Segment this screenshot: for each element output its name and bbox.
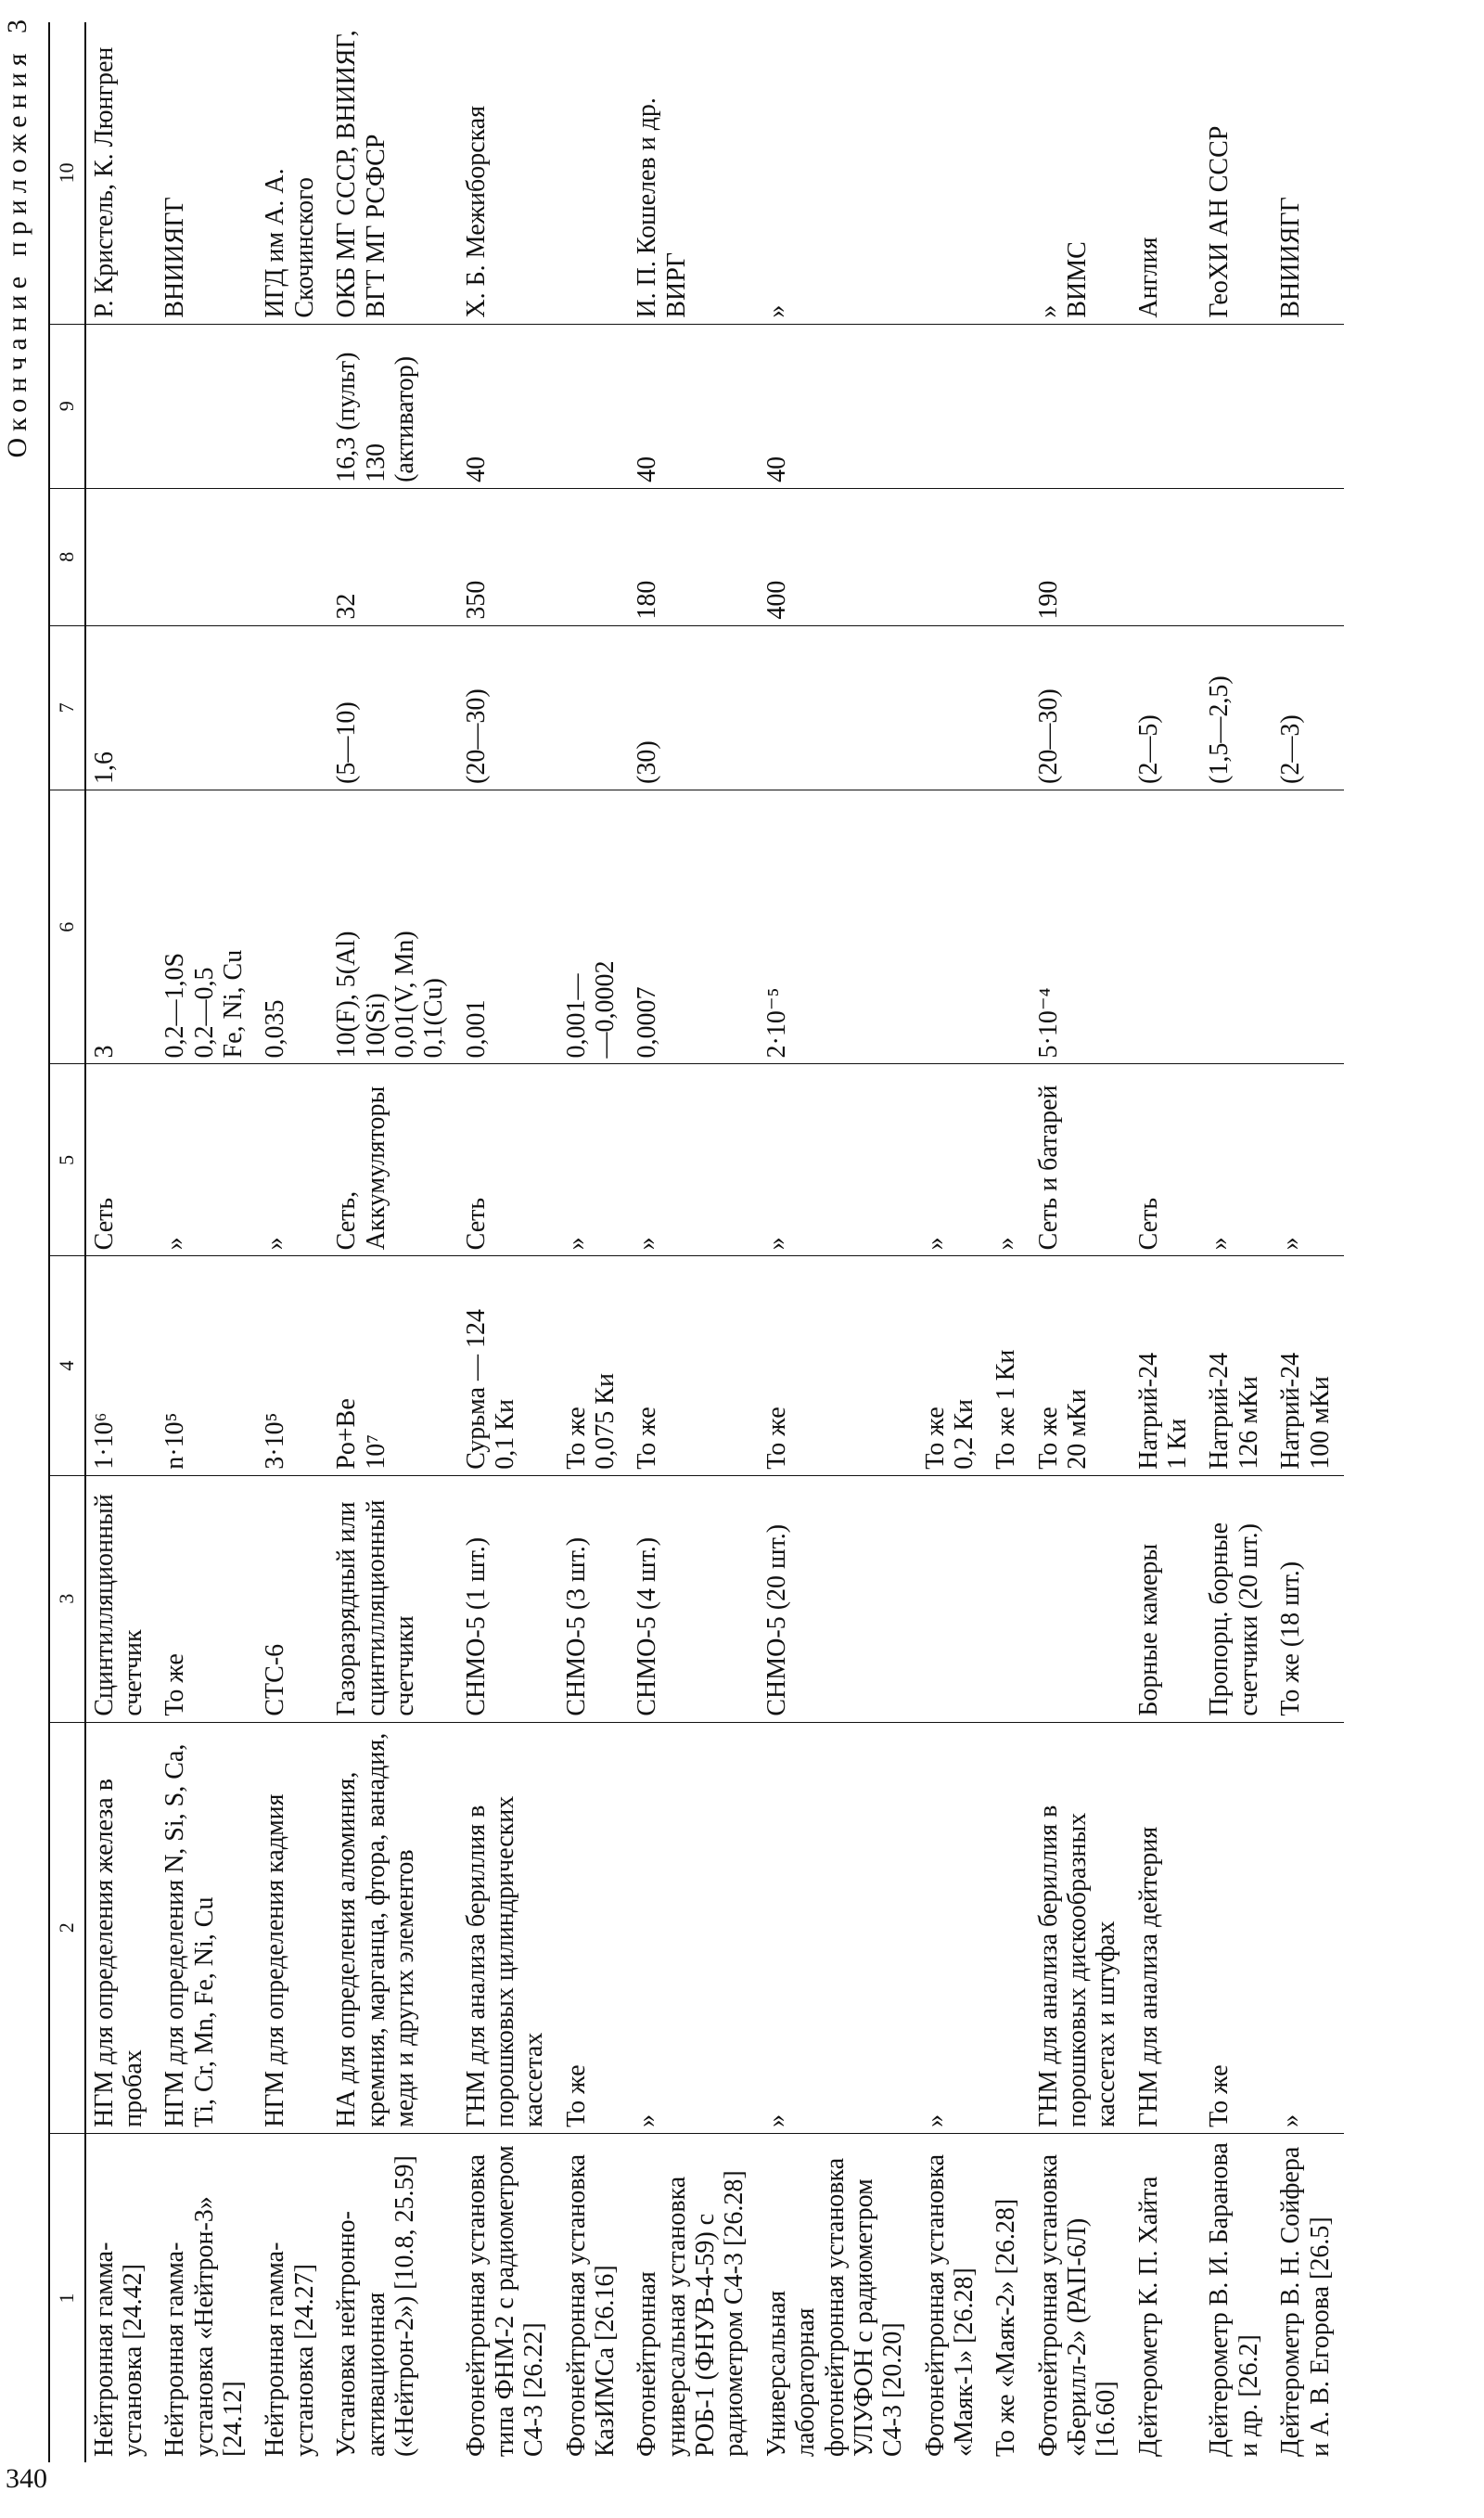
table-cell: 40 xyxy=(458,324,558,488)
table-cell xyxy=(1201,488,1273,625)
table-cell: (1,5—2,5) xyxy=(1201,625,1273,790)
table-cell: Натрий-24 100 мКи xyxy=(1273,1256,1344,1475)
table-cell xyxy=(988,324,1030,488)
table-cell: Сурьма — 124 0,1 Ки xyxy=(458,1256,558,1475)
table-cell: 32 xyxy=(328,488,457,625)
table-cell xyxy=(1030,1475,1131,1722)
table-row xyxy=(458,22,558,2462)
table-cell xyxy=(257,625,328,790)
table-cell: ГНМ для анализа бериллия в порошковых дискообразных кассетах и штуфах xyxy=(1030,1722,1131,2133)
table-cell: НА для определения алюминия, кремния, марганца, фтора, ванадия, меди и других элементов xyxy=(328,1722,457,2133)
table-cell xyxy=(917,324,989,488)
table-cell xyxy=(917,790,989,1064)
table-cell: (20—30) xyxy=(458,625,558,790)
table-row xyxy=(1131,22,1202,2462)
table-cell: Фотонейтронная универсальная установка РОБ-1 (ФНУВ-4-59) с радиометром С4-3 [26.28] xyxy=(633,2170,749,2457)
table-cell xyxy=(157,488,257,625)
table-cell: (5—10) xyxy=(328,625,457,790)
table-cell: 0,001— —0,0002 xyxy=(558,790,630,1064)
table-cell: То же xyxy=(558,1722,630,2133)
table-cell: 40 xyxy=(759,324,917,488)
table-cell xyxy=(759,625,917,790)
table-cell: СНМО-5 (20 шт.) xyxy=(759,1475,917,1722)
table-cell: То же xyxy=(759,1256,917,1475)
table-row xyxy=(1030,22,1131,2462)
table-cell xyxy=(917,625,989,790)
table-cell: 0,0007 xyxy=(629,790,758,1064)
table-cell: ОКБ МГ СССР, ВНИИЯГ, ВГТ МГ РСФСР xyxy=(328,22,457,324)
table-cell: Нейтронная гамма-установка «Нейтрон-3» [24.12] xyxy=(160,2196,249,2457)
table-cell: » xyxy=(759,22,917,324)
column-header: 1 xyxy=(49,2133,85,2462)
table-row xyxy=(157,22,257,2462)
table-cell: Англия xyxy=(1131,22,1202,324)
table-cell: Борные камеры xyxy=(1131,1475,1202,1722)
table-cell: Нейтронная гамма-установка [24.27] xyxy=(261,2242,319,2457)
table-cell xyxy=(157,324,257,488)
table-cell: ГНМ для анализа дейтерия xyxy=(1131,1722,1202,2133)
table-cell: НГМ для определения N, Si, S, Ca, Ti, Cr, Mn, Fe, Ni, Cu xyxy=(157,1722,257,2133)
table-row xyxy=(917,22,989,2462)
table-cell: » ВИМС xyxy=(1030,22,1131,324)
table-cell: Фотонейтронная установка КазИМСа [26.16] xyxy=(561,2153,620,2457)
table-row xyxy=(558,22,630,2462)
table-cell: То же xyxy=(1201,1722,1273,2133)
table-cell: 0,035 xyxy=(257,790,328,1064)
table-cell xyxy=(85,488,158,625)
table-cell: 10(F), 5(Al) 10(Si) 0,01(V, Mn) 0,1(Cu) xyxy=(328,790,457,1064)
table-cell xyxy=(1273,324,1344,488)
table-cell: Дейтерометр В. И. Баранова и др. [26.2] xyxy=(1205,2142,1263,2457)
table-cell xyxy=(988,22,1030,324)
table-cell: Сеть xyxy=(85,1064,158,1256)
table-cell: СНМО-5 (3 шт.) xyxy=(558,1475,630,1722)
table-cell: » xyxy=(1273,1722,1344,2133)
table-cell: ВНИИЯГГ xyxy=(1273,22,1344,324)
table-cell xyxy=(558,488,630,625)
table-cell xyxy=(1273,790,1344,1064)
table-cell: СНМО-5 (4 шт.) xyxy=(629,1475,758,1722)
table-cell: 2·10⁻⁵ xyxy=(759,790,917,1064)
table-cell: Фотонейтронная установка типа ФНМ-2 с радиометром С4-3 [26.22] xyxy=(461,2145,549,2457)
table-cell: То же 20 мКи xyxy=(1030,1256,1131,1475)
column-header: 9 xyxy=(49,324,85,488)
column-header: 3 xyxy=(49,1475,85,1722)
table-row xyxy=(1201,22,1273,2462)
table-cell: Дейтерометр В. Н. Сойфера и А. В. Егорова [26.5] xyxy=(1276,2146,1335,2457)
table-cell: » xyxy=(917,1064,989,1256)
table-row xyxy=(85,22,158,2462)
table-row xyxy=(257,22,328,2462)
table-cell xyxy=(1131,488,1202,625)
column-header: 5 xyxy=(49,1064,85,1256)
table-cell: 0,001 xyxy=(458,790,558,1064)
table-cell: Сеть и батарей xyxy=(1030,1064,1131,1256)
table-cell: (2—3) xyxy=(1273,625,1344,790)
table-cell: Сеть xyxy=(1131,1064,1202,1256)
table-cell: Нейтронная гамма-установка [24.42] xyxy=(89,2242,147,2457)
table-cell: 3·10⁵ xyxy=(257,1256,328,1475)
table-cell xyxy=(1131,790,1202,1064)
table-cell: ГНМ для анализа бериллия в порошковых цилиндрических кассетах xyxy=(458,1722,558,2133)
table-cell: » xyxy=(759,1722,917,2133)
table-cell: НГМ для определения железа в пробах xyxy=(85,1722,158,2133)
table-cell xyxy=(1131,324,1202,488)
table-cell: Po+Be 10⁷ xyxy=(328,1256,457,1475)
table-cell: Установка нейтронно-активационная («Нейтрон-2») [10.8, 25.59] xyxy=(332,2155,419,2457)
table-body xyxy=(85,22,1344,2462)
table-cell: То же 0,2 Ки xyxy=(917,1256,989,1475)
table-cell: Х. Б. Межиборская xyxy=(458,22,558,324)
continuation-title: Окончание приложения 3 xyxy=(2,13,32,458)
table-cell: 5·10⁻⁴ xyxy=(1030,790,1131,1064)
table-cell: Дейтерометр К. П. Хайта xyxy=(1133,2176,1163,2457)
table-cell xyxy=(558,22,630,324)
table-cell: 0,2—1,0S 0,2—0,5 Fe, Ni, Cu xyxy=(157,790,257,1064)
table-cell xyxy=(1273,488,1344,625)
table-cell: » xyxy=(1201,1064,1273,1256)
table-cell: » xyxy=(759,1064,917,1256)
table-cell: » xyxy=(629,1064,758,1256)
column-header: 10 xyxy=(49,22,85,324)
table-cell xyxy=(1201,324,1273,488)
table-cell xyxy=(257,324,328,488)
table-cell xyxy=(157,625,257,790)
table-cell xyxy=(1201,790,1273,1064)
table-row xyxy=(1273,22,1344,2462)
column-header: 8 xyxy=(49,488,85,625)
table-cell: 190 xyxy=(1030,488,1131,625)
table-cell: 16,3 (пульт) 130 (активатор) xyxy=(328,324,457,488)
table-cell: То же 0,075 Ки xyxy=(558,1256,630,1475)
table-cell: 1,6 xyxy=(85,625,158,790)
table-cell: Универсальная лабораторная фотонейтронная установка УЛУФОН с радиометром С4-3 [20.20] xyxy=(761,2157,908,2457)
table-cell: (20—30) xyxy=(1030,625,1131,790)
table-cell: » xyxy=(157,1064,257,1256)
table-cell: То же xyxy=(629,1256,758,1475)
appendix-table xyxy=(48,22,1344,2462)
table-cell: То же «Маяк-2» [26.28] xyxy=(991,2198,1021,2457)
table-cell: 180 xyxy=(629,488,758,625)
table-cell: » xyxy=(558,1064,630,1256)
table-row xyxy=(759,22,917,2462)
table-cell: » xyxy=(1273,1064,1344,1256)
table-cell xyxy=(257,488,328,625)
column-header-row xyxy=(49,22,85,2462)
table-cell xyxy=(917,22,989,324)
table-cell: » xyxy=(988,1064,1030,1256)
column-header: 4 xyxy=(49,1256,85,1475)
table-cell xyxy=(1030,324,1131,488)
table-cell: Сеть xyxy=(458,1064,558,1256)
table-row xyxy=(629,22,758,2462)
table-cell xyxy=(988,1722,1030,2133)
table-cell: (30) xyxy=(629,625,758,790)
table-cell: Натрий-24 1 Ки xyxy=(1131,1256,1202,1475)
table-cell: n·10⁵ xyxy=(157,1256,257,1475)
table-cell xyxy=(988,488,1030,625)
table-cell xyxy=(988,790,1030,1064)
column-header: 2 xyxy=(49,1722,85,2133)
column-header: 7 xyxy=(49,625,85,790)
table-cell: (2—5) xyxy=(1131,625,1202,790)
table-cell: » xyxy=(629,1722,758,2133)
page-number: 340 xyxy=(6,2463,47,2494)
table-row xyxy=(988,22,1030,2462)
table-cell: ВНИИЯГГ xyxy=(157,22,257,324)
table-cell: Сеть, Аккумуляторы xyxy=(328,1064,457,1256)
column-header: 6 xyxy=(49,790,85,1064)
table-cell: » xyxy=(257,1064,328,1256)
table-cell: 350 xyxy=(458,488,558,625)
table-cell xyxy=(558,324,630,488)
table-cell: СТС-6 xyxy=(257,1475,328,1722)
table-cell: Р. Кристель, К. Люнгрен xyxy=(85,22,158,324)
table-cell: 3 xyxy=(85,790,158,1064)
table-cell: Пропорц. борные счетчики (20 шт.) xyxy=(1201,1475,1273,1722)
table-cell xyxy=(85,324,158,488)
table-cell: Фотонейтронная установка «Маяк-1» [26.28] xyxy=(920,2153,979,2457)
table-cell: ГеоХИ АН СССР xyxy=(1201,22,1273,324)
table-cell: Натрий-24 126 мКи xyxy=(1201,1256,1273,1475)
table-cell: ИГД им А. А. Скочинского xyxy=(257,22,328,324)
table-cell: То же xyxy=(157,1475,257,1722)
table-cell xyxy=(558,625,630,790)
table-cell: Газоразрядный или сцинтилляционный счетчики xyxy=(328,1475,457,1722)
table-cell: Сцинтилляционный счетчик xyxy=(85,1475,158,1722)
table-cell xyxy=(988,625,1030,790)
table-row xyxy=(328,22,457,2462)
table-cell: Фотонейтронная установка «Берилл-2» (РАП-6Л) [16.60] xyxy=(1033,2153,1121,2457)
table-cell xyxy=(917,1475,989,1722)
table-cell: То же 1 Ки xyxy=(988,1256,1030,1475)
table-cell: 40 xyxy=(629,324,758,488)
table-cell: То же (18 шт.) xyxy=(1273,1475,1344,1722)
table-cell xyxy=(917,488,989,625)
table-cell xyxy=(988,1475,1030,1722)
table-cell: 400 xyxy=(759,488,917,625)
table-cell: » xyxy=(917,1722,989,2133)
table-cell: НГМ для определения кадмия xyxy=(257,1722,328,2133)
table-cell: 1·10⁶ xyxy=(85,1256,158,1475)
table-cell: И. П. Кошелев и др. ВИРГ xyxy=(629,22,758,324)
table-cell: СНМО-5 (1 шт.) xyxy=(458,1475,558,1722)
